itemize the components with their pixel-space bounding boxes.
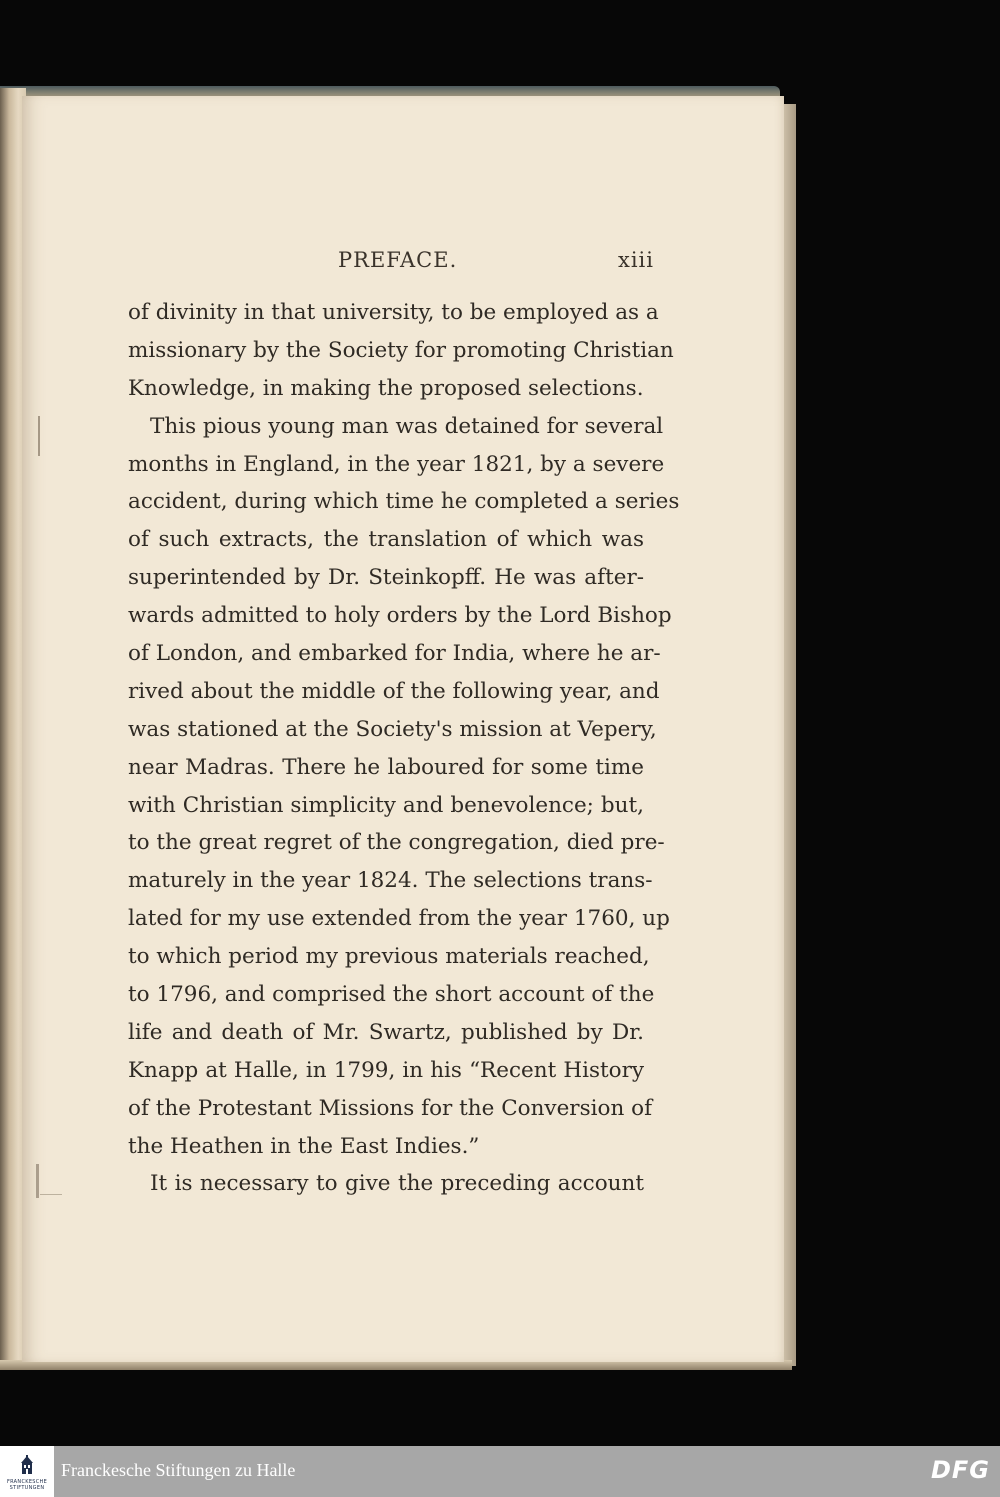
text-line: near Madras. There he laboured for some time: [128, 754, 644, 780]
gutter-mark: [40, 1194, 62, 1195]
text-line: of such extracts, the translation of which was: [128, 527, 644, 553]
text-line: lated for my use extended from the year 1760, up: [128, 906, 670, 932]
text-line: superintended by Dr. Steinkopff. He was after-: [128, 565, 644, 591]
text-line: of divinity in that university, to be employed as a: [128, 300, 659, 325]
page-number: xiii: [618, 248, 654, 272]
text-line: accident, during which time he completed a series: [128, 489, 680, 515]
franckesche-logo[interactable]: [0, 1446, 54, 1497]
text-line: This pious young man was detained for several: [150, 413, 664, 439]
text-line: was stationed at the Society's mission at Vepery,: [128, 716, 657, 742]
dfg-logo[interactable]: DFG: [930, 1456, 990, 1484]
text-line: rived about the middle of the following year, and: [128, 678, 660, 704]
running-title: PREFACE.: [338, 248, 458, 272]
book-page: [22, 96, 784, 1362]
text-line: maturely in the year 1824. The selections trans-: [128, 868, 653, 894]
text-line: of London, and embarked for India, where he ar-: [128, 641, 661, 667]
text-line: Knapp at Halle, in 1799, in his “Recent History: [128, 1057, 644, 1083]
gutter-mark: [38, 416, 40, 456]
text-line: months in England, in the year 1821, by a severe: [128, 451, 665, 477]
text-line: to the great regret of the congregation, died pre-: [128, 830, 665, 856]
orphanage-building-icon: [19, 1455, 35, 1475]
text-line: Knowledge, in making the proposed selections.: [128, 375, 644, 401]
text-line: to 1796, and comprised the short account of the: [128, 982, 655, 1008]
text-line: It is necessary to give the preceding account: [150, 1171, 644, 1197]
text-line: with Christian simplicity and benevolence; but,: [128, 792, 644, 818]
body-text: [128, 294, 680, 1203]
text-line: wards admitted to holy orders by the Lord Bishop: [128, 603, 672, 629]
text-line: life and death of Mr. Swartz, published by Dr.: [128, 1019, 644, 1045]
text-line: the Heathen in the East Indies.”: [128, 1133, 480, 1159]
logo-caption: FRANCKESCHE STIFTUNGEN: [6, 1479, 48, 1491]
viewer-footer-bar: [0, 1446, 1000, 1497]
gutter-mark: [36, 1164, 39, 1198]
institution-name: Franckesche Stiftungen zu Halle: [61, 1460, 296, 1480]
text-line: of the Protestant Missions for the Conversion of: [128, 1095, 653, 1121]
text-line: missionary by the Society for promoting Christian: [128, 337, 674, 363]
text-line: to which period my previous materials reached,: [128, 944, 650, 970]
